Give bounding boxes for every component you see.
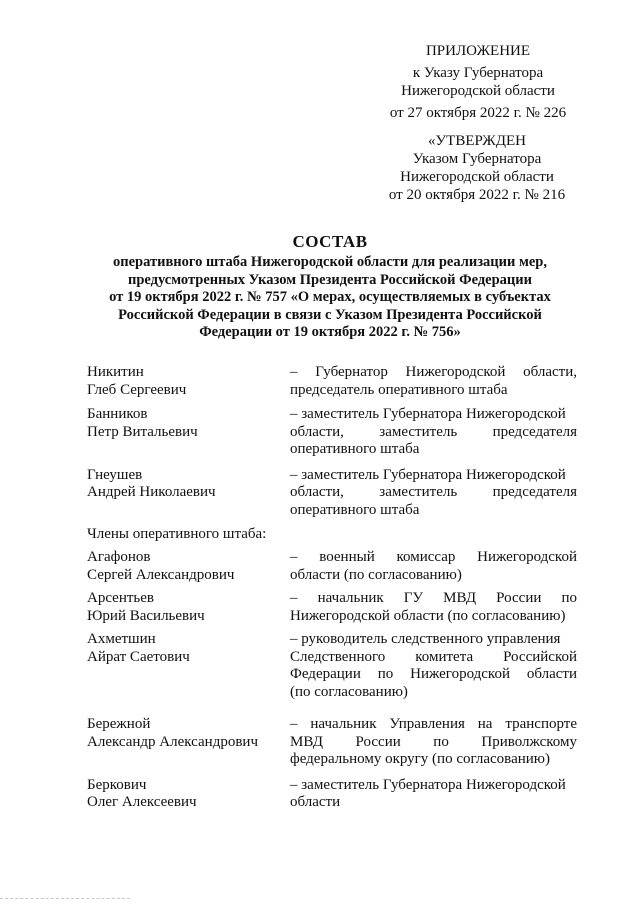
appendix-heading: ПРИЛОЖЕНИЕ xyxy=(425,43,531,59)
role-line: Нижегородской области (по согласованию) xyxy=(290,607,566,624)
person-given-name: Олег Алексеевич xyxy=(87,794,197,810)
role-line: МВД России по Приволжскому xyxy=(290,733,577,750)
person-role xyxy=(290,590,577,625)
person-name xyxy=(87,590,290,625)
person-given-name: Айрат Саетович xyxy=(87,648,190,665)
role-line: – заместитель Губернатора Нижегородской xyxy=(290,406,566,422)
person-given-name: Петр Витальевич xyxy=(87,423,198,440)
role-line: федеральному округу (по согласованию) xyxy=(290,751,550,767)
person-name xyxy=(87,406,290,459)
person-role xyxy=(290,549,577,584)
approved-date-line: от 20 октября 2022 г. № 216 xyxy=(388,187,566,203)
list-item xyxy=(87,364,587,399)
role-line: – военный комиссар Нижегородской xyxy=(290,549,577,565)
title-sub-line: от 19 октября 2022 г. № 757 «О мерах, осуществляемых в субъектах xyxy=(109,289,551,305)
person-surname: Арсентьев xyxy=(87,590,154,606)
person-name xyxy=(87,716,290,769)
role-line: – начальник Управления на транспорте xyxy=(290,716,577,732)
appendix-region-line: Нижегородской области xyxy=(401,83,555,99)
person-name xyxy=(87,631,290,701)
approved-stamp xyxy=(372,132,582,204)
title-sub-line: оперативного штаба Нижегородской области для реализации мер, xyxy=(113,254,547,270)
role-line: области, заместитель председателя xyxy=(290,423,577,440)
person-surname: Банников xyxy=(87,406,148,422)
approved-heading: «УТВЕРЖДЕН xyxy=(428,133,526,149)
list-item xyxy=(87,716,587,769)
role-line: – руководитель следственного управления xyxy=(290,631,561,647)
person-given-name: Сергей Александрович xyxy=(87,566,235,583)
person-role xyxy=(290,777,577,812)
composition-list xyxy=(87,364,587,812)
title-sub-line: Российской Федерации в связи с Указом Президента Российской xyxy=(118,306,542,323)
role-line: – заместитель Губернатора Нижегородской xyxy=(290,776,566,793)
person-given-name: Юрий Васильевич xyxy=(87,607,205,624)
list-item xyxy=(87,590,587,625)
person-surname: Гнеушев xyxy=(87,466,143,483)
appendix-date-line: от 27 октября 2022 г. № 226 xyxy=(389,105,567,121)
role-line: области (по согласованию) xyxy=(290,566,462,583)
title-sub-line: Федерации от 19 октября 2022 г. № 756» xyxy=(199,324,461,340)
role-line: – Губернатор Нижегородской области, xyxy=(290,364,577,380)
person-role xyxy=(290,716,577,769)
person-name xyxy=(87,777,290,812)
person-surname: Бережной xyxy=(87,716,151,732)
person-surname: Ахметшин xyxy=(87,631,156,647)
role-line: председатель оперативного штаба xyxy=(290,381,508,398)
person-role xyxy=(290,364,577,399)
role-line: – начальник ГУ МВД России по xyxy=(290,590,577,606)
role-line: области xyxy=(290,794,341,810)
person-role xyxy=(290,631,577,701)
list-item xyxy=(87,467,587,520)
person-role xyxy=(290,406,577,459)
role-line: оперативного штаба xyxy=(290,501,420,518)
document-title xyxy=(70,232,590,342)
title-main: СОСТАВ xyxy=(292,232,368,251)
person-surname: Никитин xyxy=(87,364,144,380)
list-item xyxy=(87,549,587,584)
person-surname: Беркович xyxy=(87,776,147,793)
list-item xyxy=(87,406,587,459)
role-line: Федерации по Нижегородской области xyxy=(290,666,577,682)
approved-decree-line: Указом Губернатора xyxy=(412,151,542,167)
role-line: – заместитель Губернатора Нижегородской xyxy=(290,466,566,483)
person-name xyxy=(87,467,290,520)
person-given-name: Глеб Сергеевич xyxy=(87,381,187,398)
person-given-name: Андрей Николаевич xyxy=(87,484,216,500)
person-name xyxy=(87,364,290,399)
role-line: области, заместитель председателя xyxy=(290,484,577,500)
role-line: (по согласованию) xyxy=(290,683,408,700)
person-name xyxy=(87,549,290,584)
title-subtitle xyxy=(70,254,590,342)
approved-region-line: Нижегородской области xyxy=(400,169,554,185)
list-item xyxy=(87,631,587,701)
role-line: оперативного штаба xyxy=(290,441,420,457)
person-surname: Агафонов xyxy=(87,549,151,565)
members-label: Члены оперативного штаба: xyxy=(87,526,267,542)
role-line: Следственного комитета Российской xyxy=(290,648,577,665)
scan-artifact xyxy=(0,890,130,899)
appendix-stamp xyxy=(378,42,578,122)
person-given-name: Александр Александрович xyxy=(87,733,258,750)
list-item xyxy=(87,777,587,812)
title-sub-line: предусмотренных Указом Президента Российской Федерации xyxy=(127,271,532,288)
appendix-decree-line: к Указу Губернатора xyxy=(412,65,544,81)
person-role xyxy=(290,467,577,520)
